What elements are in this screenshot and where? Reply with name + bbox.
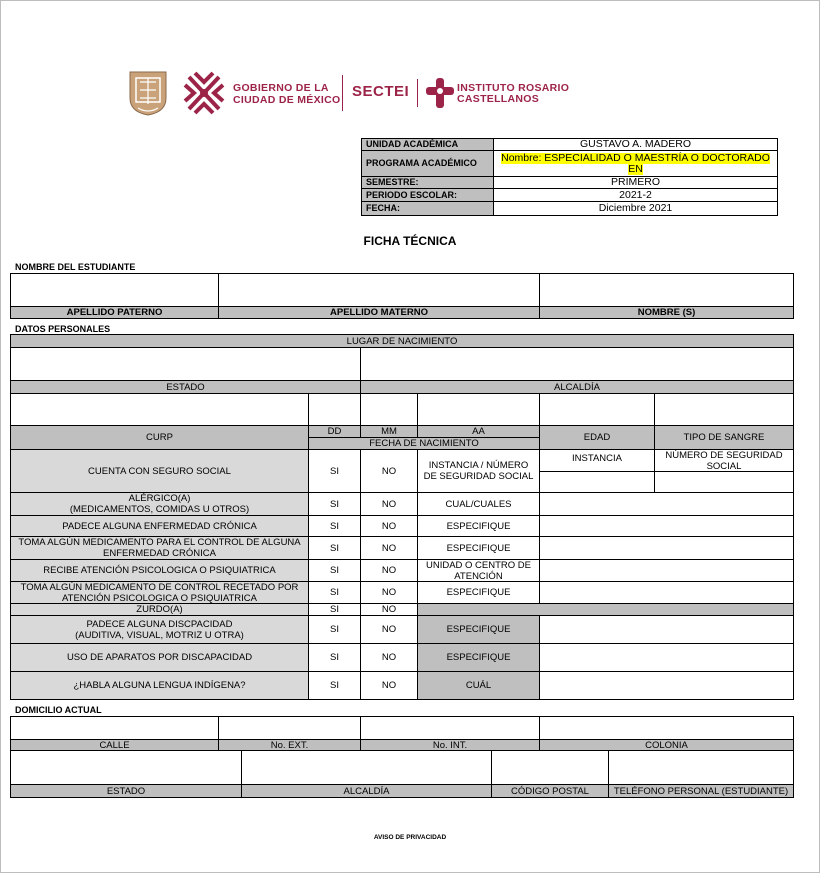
inst-line-2: CASTELLANOS <box>457 93 540 105</box>
apellido-paterno-field[interactable] <box>10 273 219 307</box>
irc-cross-logo <box>426 78 454 108</box>
logo-divider-2 <box>417 79 418 107</box>
estado-nacimiento-field[interactable] <box>10 347 361 381</box>
question-label <box>10 615 309 644</box>
estado-label: ESTADO <box>10 380 361 394</box>
codigo-postal-field[interactable] <box>491 750 609 785</box>
colonia-field[interactable] <box>539 716 794 740</box>
seguro-no-option[interactable]: NO <box>360 449 418 493</box>
colonia-label: COLONIA <box>539 739 794 751</box>
aa-label: AA <box>417 425 540 438</box>
question-label <box>10 643 309 672</box>
calle-field[interactable] <box>10 716 219 740</box>
seguro-si-option[interactable]: SI <box>308 449 361 493</box>
domicilio-alcaldia-label: ALCALDÍA <box>241 784 492 798</box>
apellido-materno-field[interactable] <box>218 273 540 307</box>
si-option[interactable]: SI <box>308 515 361 537</box>
answer-line1: ESPECIFIQUE <box>446 652 511 663</box>
lugar-nacimiento-label: LUGAR DE NACIMIENTO <box>10 334 794 348</box>
cdmx-knot-logo <box>181 67 227 119</box>
no-ext-label: No. EXT. <box>218 739 361 751</box>
cdmx-shield-logo <box>128 70 168 116</box>
domicilio-estado-field[interactable] <box>10 750 242 785</box>
page-title: FICHA TÉCNICA <box>363 234 457 248</box>
numero-seguridad-line2: SOCIAL <box>706 460 742 472</box>
instancia-numero-line1: INSTANCIA / NÚMERO <box>428 460 529 471</box>
alcaldia-nacimiento-field[interactable] <box>360 347 794 381</box>
section-domicilio: DOMICILIO ACTUAL <box>15 705 102 715</box>
codigo-postal-label: CÓDIGO POSTAL <box>491 784 609 798</box>
si-option[interactable]: SI <box>308 643 361 672</box>
fecha-nacimiento-label: FECHA DE NACIMIENTO <box>308 437 540 450</box>
programa-label: PROGRAMA ACADÉMICO <box>361 150 494 177</box>
no-option[interactable]: NO <box>360 581 418 604</box>
curp-label: CURP <box>10 425 309 450</box>
aviso-privacidad-link[interactable]: AVISO DE PRIVACIDAD <box>373 834 447 841</box>
question-line1: PADECE ALGUNA DISCPACIDAD <box>86 618 233 630</box>
question-label <box>10 581 309 604</box>
answer-line1: UNIDAD O CENTRO DE <box>425 559 532 571</box>
answer-label <box>417 643 540 672</box>
logo-divider <box>342 75 343 111</box>
domicilio-estado-label: ESTADO <box>10 784 242 798</box>
programa-value-line1: Nombre: ESPECIALIDAD O MAESTRÍA O DOCTORADO <box>501 151 770 164</box>
answer-line1: CUAL/CUALES <box>445 498 512 510</box>
answer-label <box>417 581 540 604</box>
telefono-label: TELÉFONO PERSONAL (ESTUDIANTE) <box>608 784 794 798</box>
question-line1: TOMA ALGÚN MEDICAMENTO PARA EL CONTROL DE ALGUNA <box>18 537 301 548</box>
alcaldia-label: ALCALDÍA <box>360 380 794 394</box>
calle-label: CALLE <box>10 739 219 751</box>
telefono-field[interactable] <box>608 750 794 785</box>
question-label <box>10 671 309 700</box>
si-option[interactable]: SI <box>308 603 361 616</box>
question-line1: ¿HABLA ALGUNA LENGUA INDÍGENA? <box>73 680 246 691</box>
question-line1: ALÉRGICO(A) <box>128 493 191 504</box>
question-line1: RECIBE ATENCIÓN PSICOLOGICA O PSIQUIATRICA <box>43 565 276 576</box>
question-label <box>10 559 309 582</box>
answer-line1: ESPECIFIQUE <box>446 542 511 554</box>
answer-label <box>417 536 540 560</box>
question-line2: ENFERMEDAD CRÓNICA <box>103 548 216 559</box>
no-option[interactable]: NO <box>360 643 418 672</box>
dd-label: DD <box>308 425 361 438</box>
programa-value[interactable] <box>493 150 778 177</box>
no-option[interactable]: NO <box>360 515 418 537</box>
gov-line-1: GOBIERNO DE LA <box>233 82 329 94</box>
si-option[interactable]: SI <box>308 536 361 560</box>
unidad-value[interactable]: GUSTAVO A. MADERO <box>493 138 778 151</box>
instancia-label: INSTANCIA <box>539 449 655 472</box>
answer-label <box>417 671 540 700</box>
no-option[interactable]: NO <box>360 536 418 560</box>
answer-line1: ESPECIFIQUE <box>446 587 511 598</box>
instancia-numero-line2: DE SEGURIDAD SOCIAL <box>423 471 534 482</box>
sectei-logo: SECTEI <box>352 83 410 100</box>
section-datos-personales: DATOS PERSONALES <box>15 324 111 334</box>
apellido-materno-label: APELLIDO MATERNO <box>218 306 540 319</box>
answer-field[interactable] <box>539 492 794 516</box>
section-estudiante: NOMBRE DEL ESTUDIANTE <box>15 262 136 272</box>
periodo-value[interactable]: 2021-2 <box>493 188 778 202</box>
no-int-field[interactable] <box>360 716 540 740</box>
aa-field[interactable] <box>417 393 540 426</box>
no-option[interactable]: NO <box>360 603 418 616</box>
dd-field[interactable] <box>308 393 361 426</box>
question-label <box>10 492 309 516</box>
inst-line-1: INSTITUTO ROSARIO <box>457 82 570 94</box>
answer-line1: ESPECIFIQUE <box>446 520 511 532</box>
instancia-field[interactable] <box>539 471 655 493</box>
no-int-label: No. INT. <box>360 739 540 751</box>
no-option[interactable]: NO <box>360 492 418 516</box>
unidad-label: UNIDAD ACADÉMICA <box>361 138 494 151</box>
answer-label <box>417 492 540 516</box>
no-ext-field[interactable] <box>218 716 361 740</box>
no-option[interactable]: NO <box>360 615 418 644</box>
sangre-label: TIPO DE SANGRE <box>654 425 794 450</box>
answer-line1: ESPECIFIQUE <box>446 624 511 635</box>
answer-field[interactable] <box>539 643 794 672</box>
numero-seguridad-label <box>654 449 794 472</box>
apellido-paterno-label: APELLIDO PATERNO <box>10 306 219 319</box>
fecha-value[interactable]: Diciembre 2021 <box>493 201 778 216</box>
edad-field[interactable] <box>539 393 655 426</box>
mm-label: MM <box>360 425 418 438</box>
question-line2: (MEDICAMENTOS, COMIDAS U OTROS) <box>69 504 250 515</box>
question-line1: TOMA ALGÚN MEDICAMENTO DE CONTROL RECETADO POR <box>20 581 299 593</box>
answer-field[interactable] <box>539 581 794 604</box>
nombre-label: NOMBRE (S) <box>539 306 794 319</box>
no-option[interactable]: NO <box>360 559 418 582</box>
question-line2: (AUDITIVA, VISUAL, MOTRIZ U OTRA) <box>75 629 244 641</box>
answer-line1: CUÁL <box>465 680 492 691</box>
numero-seguridad-field[interactable] <box>654 471 794 493</box>
gov-line-2: CIUDAD DE MÉXICO <box>233 94 341 106</box>
answer-field[interactable] <box>539 515 794 537</box>
curp-field[interactable] <box>10 393 309 426</box>
question-label <box>10 515 309 537</box>
si-option[interactable]: SI <box>308 492 361 516</box>
programa-value-line2: EN <box>628 162 643 175</box>
sangre-field[interactable] <box>654 393 794 426</box>
question-line1: PADECE ALGUNA ENFERMEDAD CRÓNICA <box>62 520 257 532</box>
answer-label <box>417 615 540 644</box>
fecha-label: FECHA: <box>361 201 494 216</box>
answer-field[interactable] <box>539 536 794 560</box>
answer-line2: ATENCIÓN <box>454 570 503 582</box>
no-option[interactable]: NO <box>360 671 418 700</box>
question-line2: ATENCIÓN PSICOLOGICA O PSIQUIATRICA <box>62 592 257 604</box>
question-line1: ZURDO(A) <box>136 604 183 615</box>
question-line1: USO DE APARATOS POR DISCAPACIDAD <box>66 652 253 663</box>
si-option[interactable]: SI <box>308 671 361 700</box>
answer-field[interactable] <box>539 615 794 644</box>
instancia-numero-label <box>417 449 540 493</box>
numero-seguridad-line1: NÚMERO DE SEGURIDAD <box>665 449 783 461</box>
si-option[interactable]: SI <box>308 615 361 644</box>
edad-label: EDAD <box>539 425 655 450</box>
periodo-label: PERIODO ESCOLAR: <box>361 188 494 202</box>
si-option[interactable]: SI <box>308 581 361 604</box>
nombre-field[interactable] <box>539 273 794 307</box>
si-option[interactable]: SI <box>308 559 361 582</box>
answer-label <box>417 515 540 537</box>
domicilio-alcaldia-field[interactable] <box>241 750 492 785</box>
answer-label <box>417 559 540 582</box>
mm-field[interactable] <box>360 393 418 426</box>
answer-field[interactable] <box>539 559 794 582</box>
seguro-social-question: CUENTA CON SEGURO SOCIAL <box>10 449 309 493</box>
answer-field[interactable] <box>539 671 794 700</box>
semestre-label: SEMESTRE: <box>361 176 494 189</box>
question-label <box>10 536 309 560</box>
semestre-value[interactable]: PRIMERO <box>493 176 778 189</box>
